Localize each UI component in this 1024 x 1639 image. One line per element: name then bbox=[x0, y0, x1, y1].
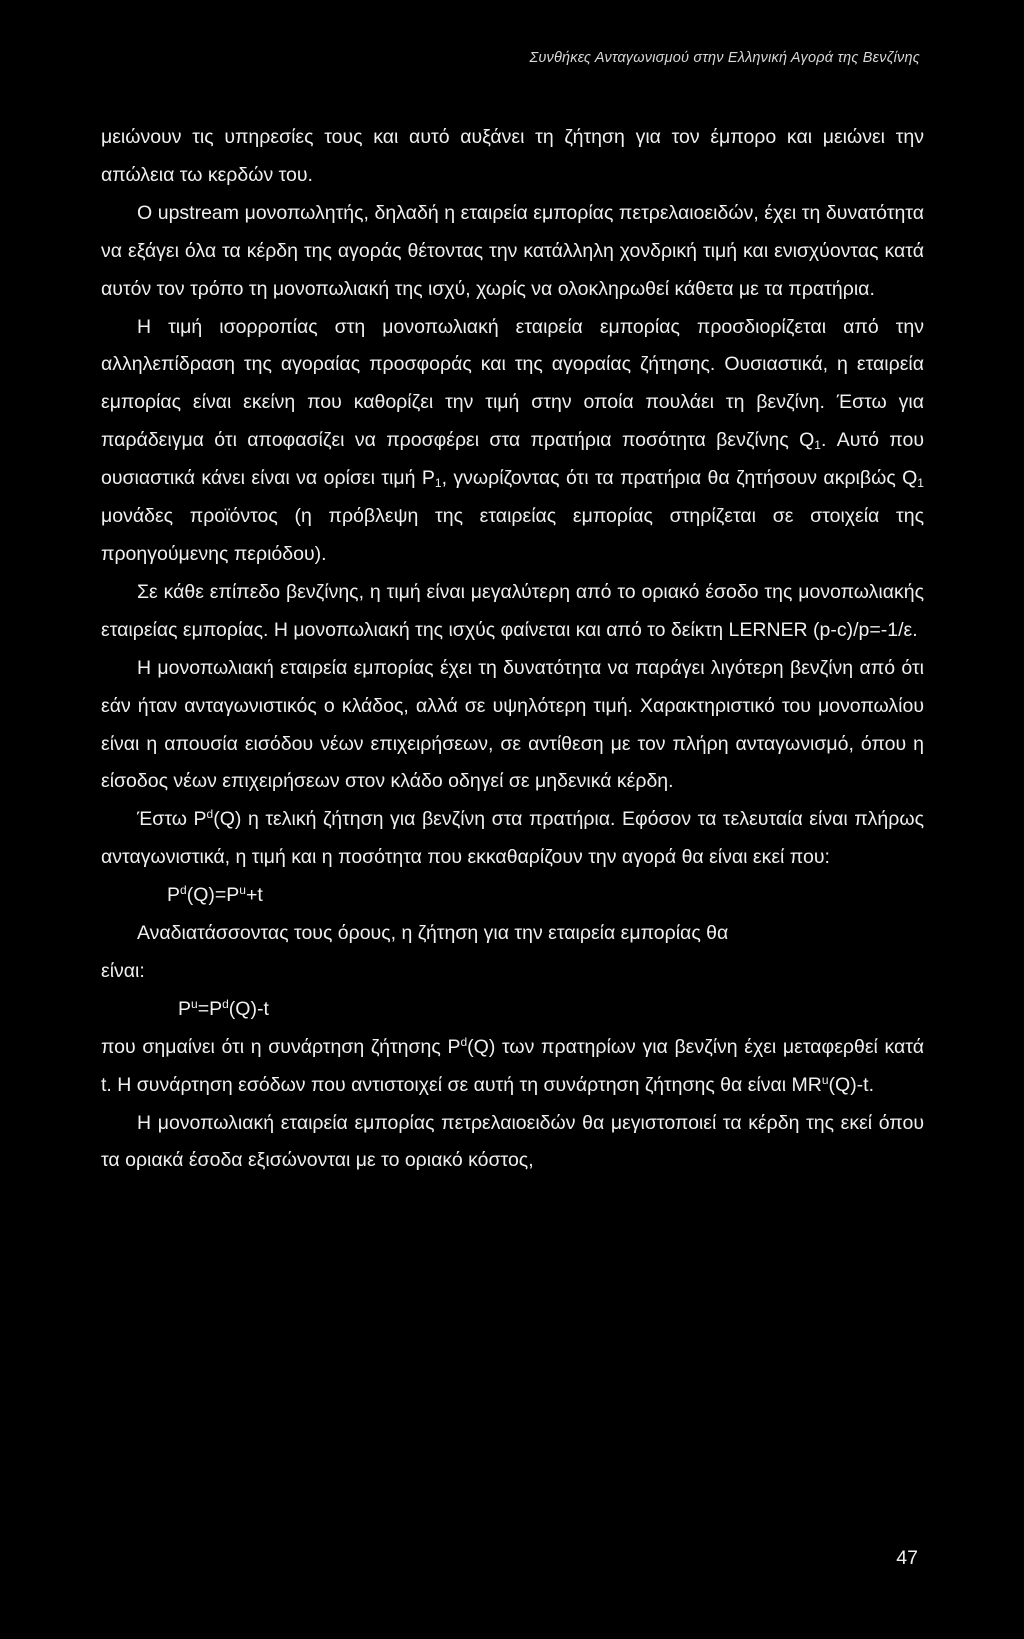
superscript-u: u bbox=[821, 1072, 829, 1087]
paragraph-7-text-b: είναι: bbox=[101, 959, 145, 982]
page-number: 47 bbox=[896, 1547, 918, 1569]
paragraph-1: μειώνουν τις υπηρεσίες τους και αυτό αυξάνει τη ζήτηση για τον έμπορο και μειώνει την απώλεια τω κερδών του. bbox=[101, 126, 924, 186]
paragraph-5: Η μονοπωλιακή εταιρεία εμπορίας έχει τη δυνατότητα να παράγει λιγότερη βενζίνη από ότι εάν ήταν ανταγωνιστικός ο κλάδος, αλλά σε υψηλότερη τιμή. Χαρακτηριστικό του μονοπωλίου είναι η απουσία εισόδου νέων επιχειρήσεων, σε αντίθεση με τον πλήρη ανταγωνισμό, όπου η είσοδος νέων επιχειρήσεων στον κλάδο οδηγεί σε μηδενικά κέρδη. bbox=[101, 656, 924, 793]
paragraph-6 bbox=[101, 801, 924, 877]
paragraph-4: Σε κάθε επίπεδο βενζίνης, η τιμή είναι μεγαλύτερη από το οριακό έσοδο της μονοπωλιακής εταιρείας εμπορίας. Η μονοπωλιακή της ισχύς φαίνεται και από το δείκτη LERNER (p-c)/p=-1/ε. bbox=[101, 580, 924, 641]
formula-2-a: P bbox=[178, 997, 192, 1020]
paragraph-6-text-a: Έστω P bbox=[137, 808, 207, 831]
paragraph-3-text-b: . Αυτό που ουσιαστικά κάνει είναι να ορίσει τιμή P bbox=[101, 429, 924, 490]
superscript-d: d bbox=[206, 807, 214, 822]
paragraph-3 bbox=[101, 309, 924, 574]
formula-1-b: (Q)=P bbox=[186, 884, 240, 907]
paragraph-3-text-c: , γνωρίζοντας ότι τα πρατήρια θα ζητήσουν ακριβώς Q bbox=[441, 467, 918, 490]
formula-1-sup-d: d bbox=[180, 883, 187, 898]
formula-1-c: +t bbox=[245, 884, 263, 907]
paragraph-8-text-c: (Q)-t. bbox=[828, 1073, 875, 1096]
body-text bbox=[101, 119, 924, 1180]
paragraph-2: Ο upstream μονοπωλητής, δηλαδή η εταιρεία εμπορίας πετρελαιοειδών, έχει τη δυνατότητα να εξάγει όλα τα κέρδη της αγοράς θέτοντας την κατάλληλη χονδρική τιμή και ενισχύοντας κατά αυτόν τον τρόπο τη μονοπωλιακή της ισχύ, χωρίς να ολοκληρωθεί κάθετα με τα πρατήρια. bbox=[101, 201, 924, 300]
formula-1-sup-u: u bbox=[239, 883, 246, 898]
running-header: Συνθήκες Ανταγωνισμού στην Ελληνική Αγορά της Βενζίνης bbox=[529, 50, 920, 66]
formula-2-sup-d: d bbox=[222, 996, 229, 1011]
formula-2-b: =P bbox=[197, 997, 223, 1020]
paragraph-7-continuation bbox=[101, 953, 924, 991]
formula-2-sup-u: u bbox=[191, 996, 198, 1011]
paragraph-7 bbox=[101, 915, 924, 953]
formula-2 bbox=[101, 991, 924, 1029]
paragraph-8 bbox=[101, 1029, 924, 1105]
subscript-3: 1 bbox=[917, 476, 924, 491]
superscript-d-2: d bbox=[460, 1034, 468, 1049]
formula-1-a: P bbox=[167, 884, 181, 907]
subscript-1: 1 bbox=[814, 438, 821, 453]
subscript-2: 1 bbox=[434, 476, 442, 491]
paragraph-8-text-b: (Q) των πρατηρίων για βενζίνη έχει μεταφερθεί κατά t. Η συνάρτηση εσόδων που αντιστοιχεί σε αυτή τη συνάρτηση ζήτησης θα είναι MR bbox=[101, 1035, 924, 1096]
formula-2-c: (Q)-t bbox=[228, 997, 269, 1020]
paragraph-7-text-a: Αναδιατάσσοντας τους όρους, η ζήτηση για την εταιρεία εμπορίας θα bbox=[137, 922, 729, 945]
paragraph-8-text-a: που σημαίνει ότι η συνάρτηση ζήτησης P bbox=[101, 1035, 461, 1058]
paragraph-9: Η μονοπωλιακή εταιρεία εμπορίας πετρελαιοειδών θα μεγιστοποιεί τα κέρδη της εκεί όπου τα οριακά έσοδα εξισώνονται με το οριακό κόστος, bbox=[101, 1111, 924, 1172]
formula-1 bbox=[101, 877, 924, 915]
paragraph-3-text-a: Η τιμή ισορροπίας στη μονοπωλιακή εταιρεία εμπορίας προσδιορίζεται από την αλληλεπίδραση της αγοραίας προσφοράς και της αγοραίας ζήτησης. Ουσιαστικά, η εταιρεία εμπορίας είναι εκείνη που καθορίζει την τιμή στην οποία πουλάει τη βενζίνη. Έστω για παράδειγμα ότι αποφασίζει να προσφέρει στα πρατήρια ποσότητα βενζίνης Q bbox=[101, 315, 924, 452]
paragraph-3-text-d: μονάδες προϊόντος (η πρόβλεψη της εταιρείας εμπορίας στηρίζεται σε στοιχεία της προηγούμενης περιόδου). bbox=[101, 505, 924, 565]
paragraph-6-text-b: (Q) η τελική ζήτηση για βενζίνη στα πρατήρια. Εφόσον τα τελευταία είναι πλήρως ανταγωνιστικά, η τιμή και η ποσότητα που εκκαθαρίζουν την αγορά θα είναι εκεί που: bbox=[101, 808, 924, 869]
